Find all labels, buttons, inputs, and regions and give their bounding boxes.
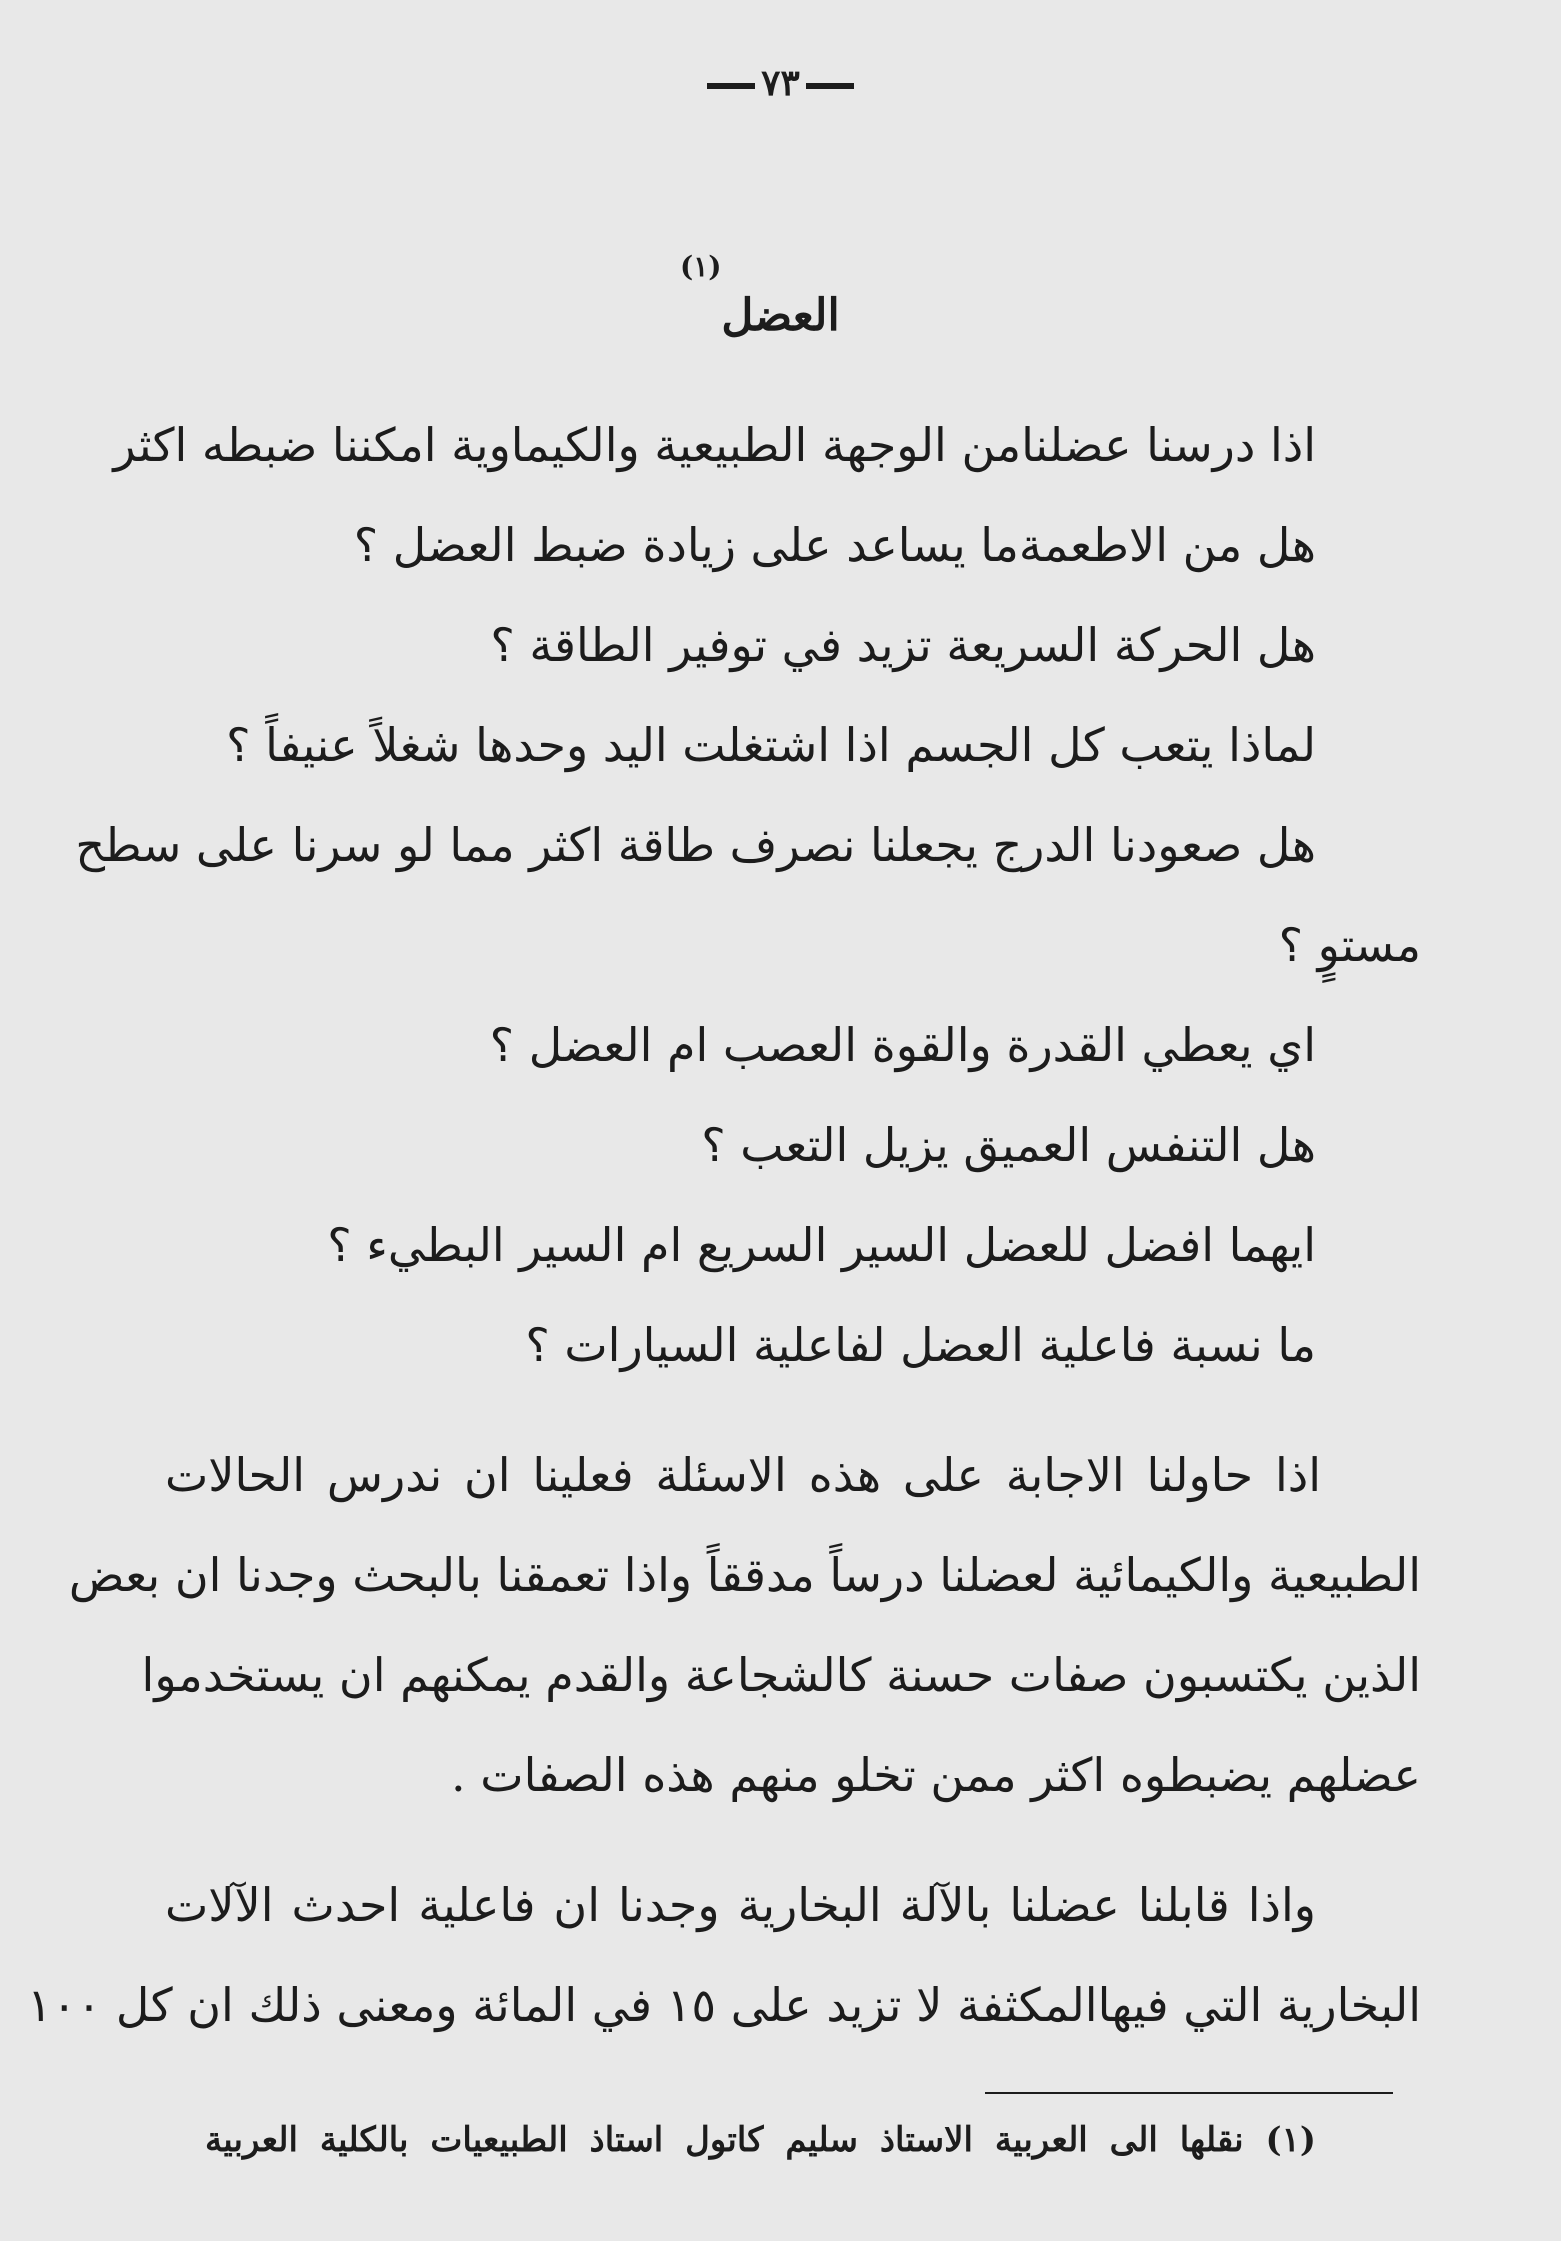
chapter-title: العضل — [721, 290, 840, 341]
text-line: عضلهم يضبطوه اكثر ممن تخلو منهم هذه الصفات . — [451, 1748, 1421, 1802]
text-line: الذين يكتسبون صفات حسنة كالشجاعة والقدم يمكنهم ان يستخدموا — [141, 1648, 1421, 1702]
text-line: هل الحركة السريعة تزيد في توفير الطاقة ؟ — [490, 618, 1316, 672]
text-line: ما نسبة فاعلية العضل لفاعلية السيارات ؟ — [525, 1318, 1316, 1372]
text-line: اي يعطي القدرة والقوة العصب ام العضل ؟ — [489, 1018, 1316, 1072]
text-line: ايهما افضل للعضل السير السريع ام السير البطيء ؟ — [327, 1218, 1316, 1272]
text-line: هل التنفس العميق يزيل التعب ؟ — [701, 1118, 1316, 1172]
page-number-dash-left — [707, 83, 755, 89]
text-line: لماذا يتعب كل الجسم اذا اشتغلت اليد وحدها شغلاً عنيفاً ؟ — [226, 718, 1316, 772]
footnote-reference: (١) — [680, 250, 722, 283]
chapter-heading — [0, 240, 1561, 341]
page-number-dash-right — [806, 83, 854, 89]
text-line: البخارية التي فيهاالمكثفة لا تزيد على ١٥ في المائة ومعنى ذلك ان كل ١٠٠ — [27, 1978, 1421, 2032]
footnote: (١) نقلها الى العربية الاستاذ سليم كاتول استاذ الطبيعيات بالكلية العربية — [205, 2120, 1316, 2160]
text-line: هل صعودنا الدرج يجعلنا نصرف طاقة اكثر مما لو سرنا على سطح — [75, 818, 1316, 872]
text-line: اذا حاولنا الاجابة على هذه الاسئلة فعلينا ان ندرس الحالات — [165, 1448, 1321, 1502]
page-number — [0, 62, 1561, 104]
text-line: هل من الاطعمةما يساعد على زيادة ضبط العضل ؟ — [353, 518, 1316, 572]
text-line: واذا قابلنا عضلنا بالآلة البخارية وجدنا ان فاعلية احدث الآلات — [165, 1878, 1316, 1932]
text-line: الطبيعية والكيمائية لعضلنا درساً مدققاً واذا تعمقنا بالبحث وجدنا ان بعض — [68, 1548, 1421, 1602]
text-line: اذا درسنا عضلنامن الوجهة الطبيعية والكيماوية امكننا ضبطه اكثر — [113, 418, 1316, 472]
footnote-divider — [985, 2092, 1393, 2094]
text-line: مستوٍ ؟ — [1278, 918, 1421, 972]
page-number-text: ٧٣ — [761, 62, 800, 104]
